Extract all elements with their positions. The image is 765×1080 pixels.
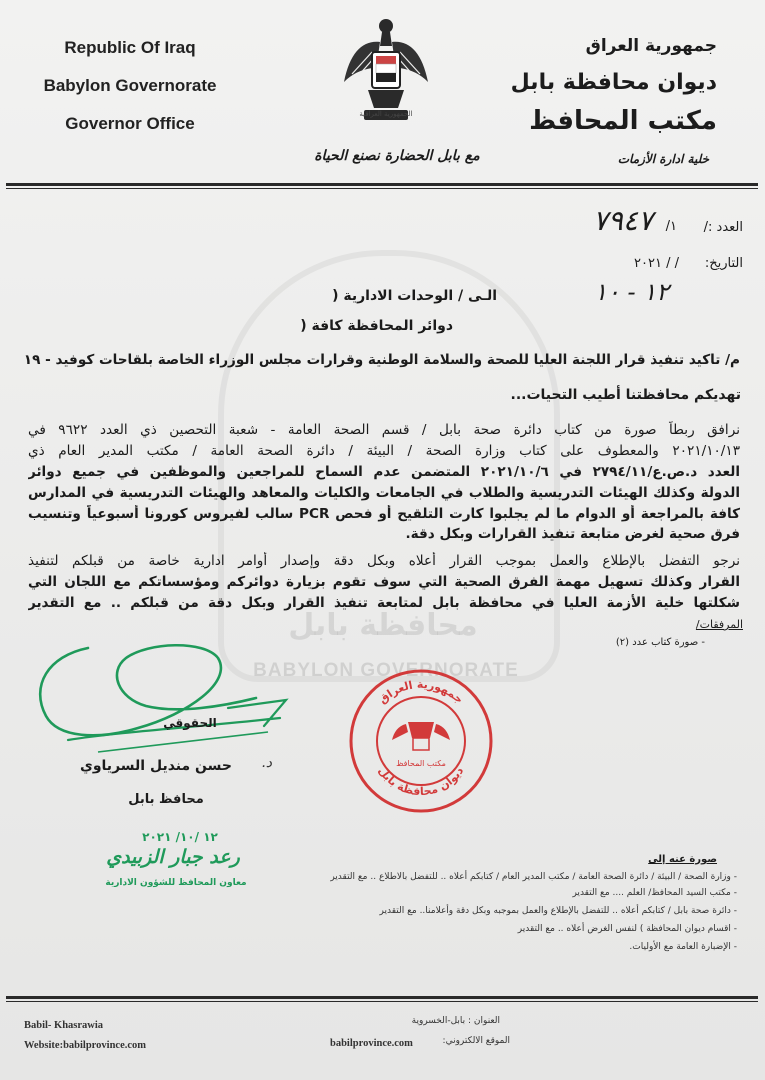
cc-label: صورة عنه إلى [648, 854, 717, 865]
header-ar-line-3: مكتب المحافظ [529, 106, 717, 136]
header-en-line-2: Babylon Governorate [43, 76, 217, 95]
cc-item-2: - مكتب السيد المحافظ/ العلم .... مع التقدير [572, 888, 737, 898]
signature-name: حسن منديل السرياوي [80, 758, 232, 774]
governor-signature [28, 636, 298, 766]
date-handwritten: ١٢ - ١٠ [594, 278, 669, 306]
cc-item-3: - دائرة صحة بابل / كتابكم أعلاه .. للتفضل بالإطلاع والعمل بموجبه وبكل دقة وأعلامنا.. مع التقدير [379, 906, 737, 916]
body-line-8: القرار وكذلك تسهيل مهمة الفرق الصحية التي سوف تقوم بزيارة دوائركم ومؤسساتكم مع اللجان التي [28, 574, 740, 590]
cc-item-5: - الإضبارة العامة مع الأوليات. [629, 942, 737, 952]
header-en-line-3: Governor Office [65, 114, 195, 133]
header-ar-unit: خلية ادارة الأزمات [617, 152, 709, 166]
body-line-1: نرافق ربطاً صورة من كتاب دائرة صحة بابل / قسم الصحة العامة - شعبة التحصين ذي العدد ٩٦٢٢ في [28, 422, 740, 438]
watermark-ar: محافظة بابل [288, 608, 478, 643]
footer-left-website: Website:babilprovince.com [24, 1040, 147, 1051]
stamp-top-text: جمهورية العراق [376, 677, 466, 707]
header-en-line-1: Republic Of Iraq [64, 38, 196, 57]
attachments-item: - صورة كتاب عدد (٢) [615, 637, 705, 648]
addressee-line-2: دوائر المحافظة كافة ( [300, 318, 453, 334]
body-line-3: العدد د.ص.ع/٢٧٩٤/١١ في ٢٠٢١/١٠/٦ المتضمن عدم السماح للمراجعين والموظفين في جميع دوائر [28, 464, 740, 480]
green-stamp-role: معاون المحافظ للشؤون الادارية [105, 878, 247, 888]
attachments-label: المرفقات/ [695, 618, 743, 631]
footer-divider-thin [6, 1001, 758, 1002]
date-value: / / ٢٠٢١ [634, 256, 679, 271]
body-line-4: الدولة وكذلك الهيئات التدريسية والطلاب في الجامعات والكليات والمعاهد والهيئات التدريسية في المدارس [28, 485, 740, 501]
greeting: تهديكم محافظتنا أطيب التحيات... [510, 387, 741, 403]
svg-text:جمهورية العراق [376, 678, 466, 706]
subject-line: م/ تاكيد تنفيذ قرار اللجنة العليا للصحة والسلامة الوطنية وقرارات مجلس الوزراء الخاصة بلقاحات كوفيد - ١٩ [23, 352, 740, 368]
footer-site-value: babilprovince.com [330, 1038, 413, 1049]
body-line-9: شكلتها خلية الأزمة العليا في محافظة بابل لمتابعة تنفيذ القرار وبكل دقة من قبلكم .. مع التقدير [28, 595, 740, 611]
svg-text:ديوان محافظة بابل [376, 764, 467, 798]
stamp-center-text: مكتب المحافظ [396, 759, 446, 768]
body-line-5: كافة بالمراجعة أو الدوام ما لم يجلبوا كارت التلقيح أو فحص PCR سالب لفيروس كورونا أسبوعياً وتنسيب [28, 506, 740, 522]
header-divider [6, 183, 758, 186]
green-stamp-date: ١٢ /١٠/ ٢٠٢١ [142, 830, 218, 844]
footer-site-label: الموقع الالكتروني: [442, 1036, 510, 1046]
official-red-stamp [346, 666, 496, 816]
watermark-en: BABYLON GOVERNORATE [253, 660, 519, 681]
body-line-7: نرجو التفضل بالإطلاع والعمل بموجب القرار أعلاه وبكل دقة وإصدار أوامر ادارية خاصة من قبلكم لتنفيذ [28, 553, 740, 569]
green-stamp-name: رعد جبار الزبيدي [106, 846, 240, 868]
footer-left-address: Babil- Khasrawia [24, 1020, 104, 1031]
signature-dr-mark: د. [261, 755, 272, 771]
cc-item-1: - وزارة الصحة / البيئة / دائرة الصحة العامة / مكتب المدير العام / كتابكم أعلاه .. للتفضل بالاطلاع .. مع التقدير [330, 872, 737, 882]
stamp-bottom-text: ديوان محافظة بابل [375, 764, 467, 799]
cc-item-4: - اقسام ديوان المحافظة ) لنفس الغرض أعلاه .. مع التقدير [517, 924, 737, 934]
header-ar-line-2: ديوان محافظة بابل [510, 70, 717, 95]
body-line-6: فرق صحية لغرض متابعة تنفيذ القرارات وبكل دقة. [405, 526, 740, 542]
addressee-line-1: الـى / الوحدات الادارية ( [332, 288, 497, 304]
footer-divider [6, 996, 758, 999]
number-value: ٧٩٤٧ [592, 204, 653, 237]
number-label: العدد :/ [703, 220, 743, 235]
header-slogan: مع بابل الحضارة نصنع الحياة [314, 148, 480, 164]
signature-title: الحقوقي [163, 716, 217, 730]
footer-address-ar: العنوان : بابل-الخسروية [411, 1016, 500, 1026]
header-ar-line-1: جمهورية العراق [585, 36, 717, 56]
body-line-2: ٢٠٢١/١٠/١٣ والمعطوف على كتاب وزارة الصحة / البيئة / دائرة الصحة العامة / مكتب المدير العام ذي [28, 443, 740, 459]
number-prefix: ١/ [665, 219, 677, 234]
signature-role: محافظ بابل [128, 792, 204, 807]
emblem-caption: الجمهورية العراقية [359, 110, 413, 118]
header-divider-thin [6, 188, 758, 189]
date-label: التاريخ: [704, 256, 743, 271]
